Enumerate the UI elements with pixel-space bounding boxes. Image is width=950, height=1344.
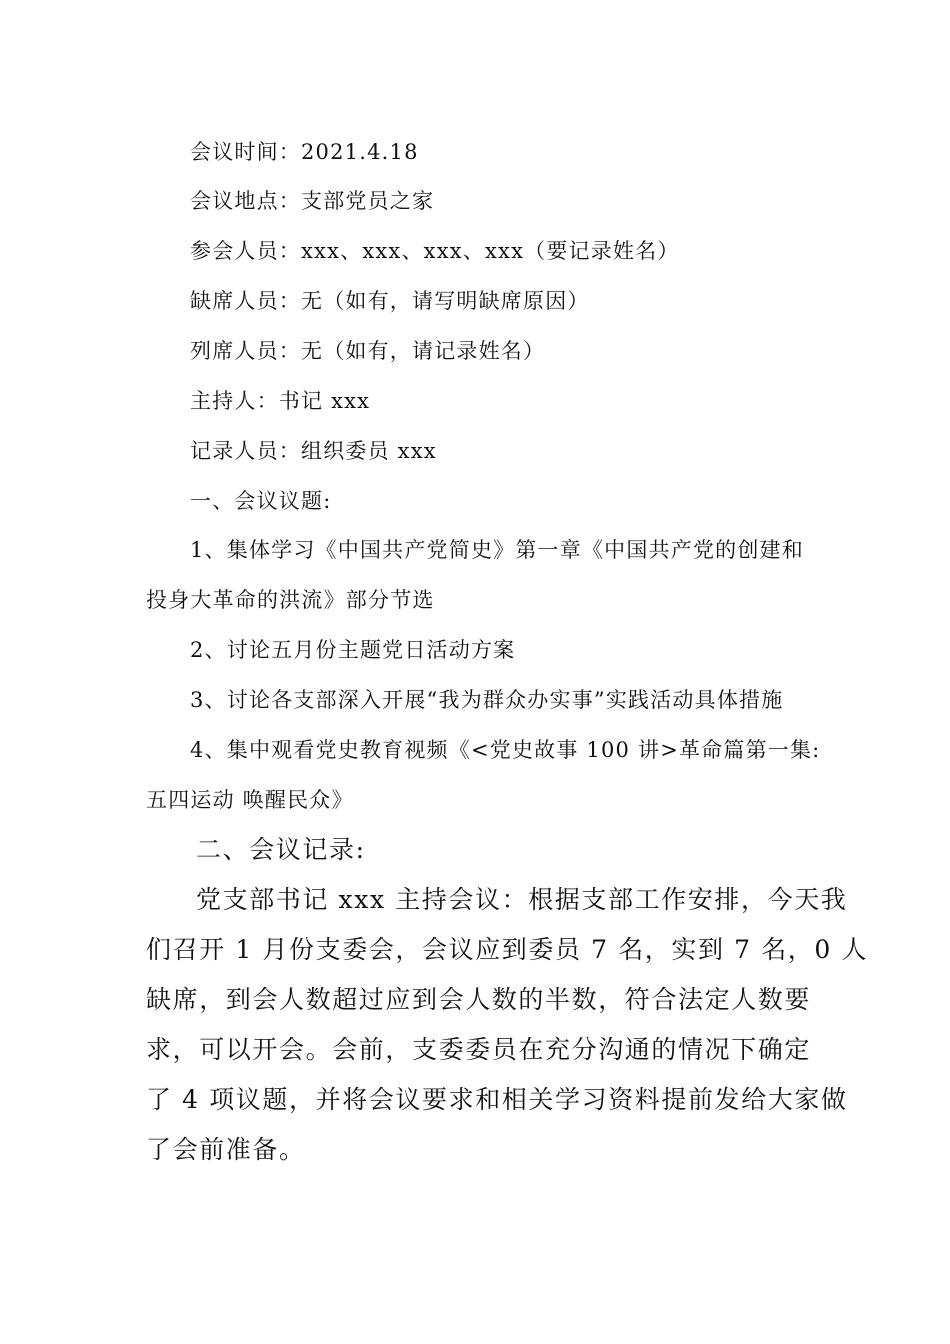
- record-paragraph-line: 们召开 1 月份支委会，会议应到委员 7 名，实到 7 名，0 人: [146, 935, 869, 964]
- record-paragraph-line: 了会前准备。: [146, 1135, 306, 1164]
- meeting-recorder: 记录人员：组织委员 xxx: [190, 439, 437, 463]
- agenda-item: 1、集体学习《中国共产党简史》第一章《中国共产党的创建和: [190, 538, 804, 562]
- meeting-time: 会议时间：2021.4.18: [190, 140, 419, 164]
- meeting-attendees: 参会人员：xxx、xxx、xxx、xxx（要记录姓名）: [190, 239, 680, 263]
- record-paragraph-line: 求，可以开会。会前，支委委员在充分沟通的情况下确定: [146, 1035, 812, 1064]
- record-heading: 二、会议记录:: [196, 835, 366, 864]
- record-paragraph-line: 了 4 项议题，并将会议要求和相关学习资料提前发给大家做: [146, 1085, 848, 1114]
- record-paragraph-line: 党支部书记 xxx 主持会议：根据支部工作安排，今天我: [196, 885, 848, 914]
- meeting-place: 会议地点：支部党员之家: [190, 189, 435, 213]
- agenda-heading: 一、会议议题:: [190, 489, 332, 513]
- agenda-item: 4、集中观看党史教育视频《<党史故事 100 讲>革命篇第一集:: [190, 738, 821, 762]
- meeting-absent: 缺席人员：无（如有，请写明缺席原因）: [190, 289, 590, 313]
- agenda-item: 2、讨论五月份主题党日活动方案: [190, 638, 516, 662]
- agenda-item-continuation: 投身大革命的洪流》部分节选: [146, 588, 435, 612]
- record-paragraph-line: 缺席，到会人数超过应到会人数的半数，符合法定人数要: [146, 985, 812, 1014]
- agenda-item: 3、讨论各支部深入开展“我为群众办实事”实践活动具体措施: [190, 688, 784, 712]
- meeting-host: 主持人：书记 xxx: [190, 389, 371, 413]
- meeting-observers: 列席人员：无（如有，请记录姓名）: [190, 339, 546, 363]
- agenda-item-continuation: 五四运动 唤醒民众》: [146, 788, 354, 812]
